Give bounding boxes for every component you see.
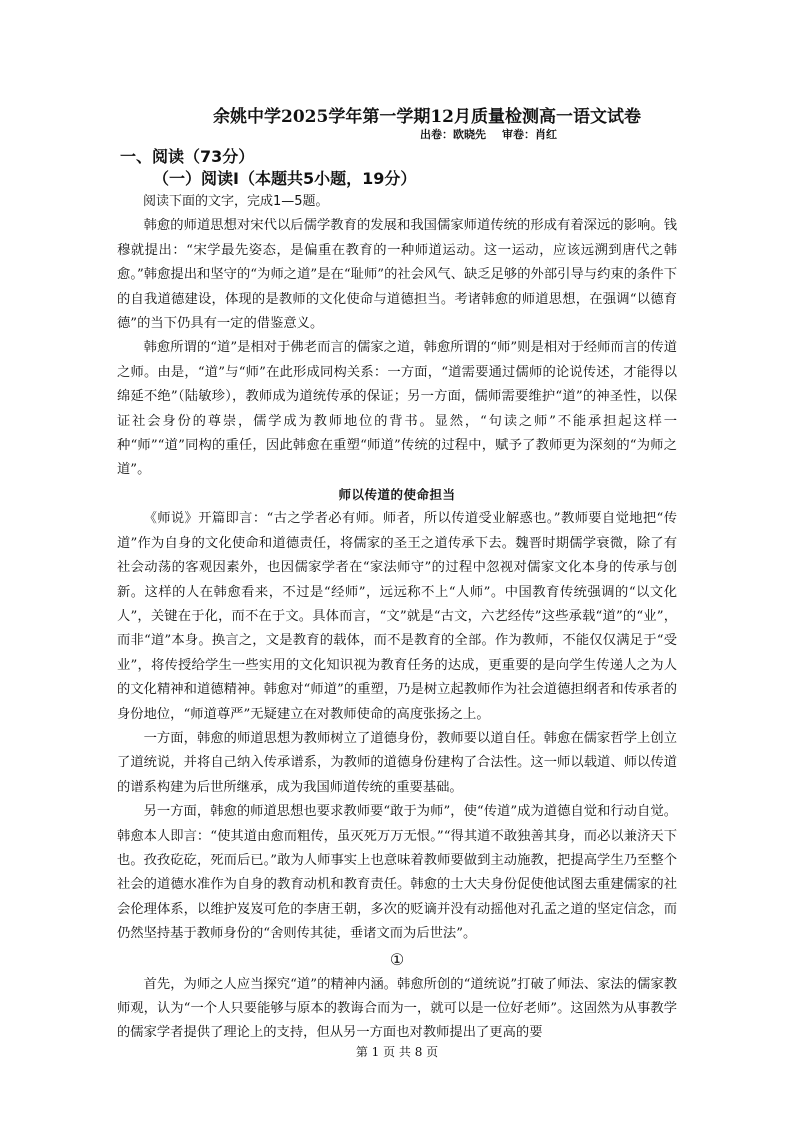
passage-subheading: 师以传道的使命担当 (338, 486, 456, 502)
passage-body (117, 190, 677, 1046)
blank-marker: ① (389, 949, 405, 969)
page-number: 第 1 页 共 8 页 (355, 1045, 439, 1059)
paragraph: 首先，为师之人应当探究“道”的精神内涵。韩愈所创的“道统说”打破了师法、家法的儒家教师观，认为“一个人只要能够与原本的教诲合而为一，就可以是一位好老师”。这固然为从事教学的儒家学者提供了理论上的支持，但从另一方面也对教师提出了更高的要 (117, 976, 677, 1041)
byline (420, 126, 557, 142)
instruction-text: 阅读下面的文字，完成1—5题。 (143, 194, 329, 209)
section-subheading: （一）阅读Ⅰ（本题共5小题，19分） (153, 169, 417, 188)
paragraph: 韩愈所谓的“道”是相对于佛老而言的儒家之道，韩愈所谓的“师”则是相对于经师而言的传道之师。由是，“道”与“师”在此形成同构关系：一方面，“道需要通过儒师的论说传述，才能得以绵延不绝”（陆敏珍），教师成为道统传承的保证；另一方面，儒师需要维护“道”的神圣性，以保证社会身份的尊崇，儒学成为教师地位的背书。显然，“句读之师”不能承担起这样一种“师”“道”同构的重任，因此韩愈在重塑“师道”传统的过程中，赋予了教师更为深刻的“为师之道”。 (117, 340, 677, 478)
reviewer-credit: 审卷：肖红 (502, 128, 557, 141)
paragraph: 韩愈的师道思想对宋代以后儒学教育的发展和我国儒家师道传统的形成有着深远的影响。钱穆就提出：“宋学最先姿态，是偏重在教育的一种师道运动。这一运动，应该远溯到唐代之韩愈。”韩愈提出和坚守的“为师之道”是在“耻师”的社会风气、缺乏足够的外部引导与约束的条件下的自我道德建设，体现的是教师的文化使命与道德担当。考诸韩愈的师道思想，在强调“以德育德”的当下仍具有一定的借鉴意义。 (117, 218, 677, 332)
paragraph: 《师说》开篇即言：“古之学者必有师。师者，所以传道受业解惑也。”教师要自觉地把“传道”作为自身的文化使命和道德责任，将儒家的圣王之道传承下去。魏晋时期儒学衰微，除了有社会动荡的客观因素外，也因儒家学者在“家法师守”的过程中忽视对儒家文化本身的传承与创新。这样的人在韩愈看来，不过是“经师”，远远称不上“人师”。中国教育传统强调的“以文化人”，关键在于化，而不在于文。具体而言，“文”就是“古文，六艺经传”这些承载“道”的“业”，而非“道”本身。换言之，文是教育的载体，而不是教育的全部。作为教师，不能仅仅满足于“受业”，将传授给学生一些实用的文化知识视为教育任务的达成，更重要的是向学生传递人之为人的文化精神和道德精神。韩愈对“师道”的重塑，乃是树立起教师作为社会道德担纲者和传承者的身份地位，“师道尊严”无疑建立在对教师使命的高度张扬之上。 (117, 511, 677, 722)
section-heading: 一、阅读（73分） (120, 147, 255, 166)
paragraph: 一方面，韩愈的师道思想为教师树立了道德身份，教师要以道自任。韩愈在儒家哲学上创立了道统说，并将自己纳入传承谱系，为教师的道德身份建构了合法性。这一师以载道、师以传道的谱系构建为后世所继承，成为我国师道传统的重要基础。 (117, 730, 677, 795)
paragraph: 另一方面，韩愈的师道思想也要求教师要“敢于为师”，使“传道”成为道德自觉和行动自觉。韩愈本人即言：“使其道由愈而粗传，虽灭死万万无恨。”“得其道不敢独善其身，而必以兼济天下也。孜孜矻矻，死而后已。”敢为人师事实上也意味着教师要做到主动施教，把提高学生乃至整个社会的道德水准作为自身的教育动机和教育责任。韩愈的士大夫身份促使他试图去重建儒家的社会伦理体系，以维护岌岌可危的李唐王朝，多次的贬谪并没有动摇他对孔孟之道的坚定信念，而仍然坚持基于教师身份的“舍则传其徒，垂诸文而为后世法”。 (117, 804, 677, 942)
exam-title: 余姚中学2025学年第一学期12月质量检测高一语文试卷 (213, 107, 641, 127)
author-credit: 出卷：欧晓先 (420, 128, 486, 141)
